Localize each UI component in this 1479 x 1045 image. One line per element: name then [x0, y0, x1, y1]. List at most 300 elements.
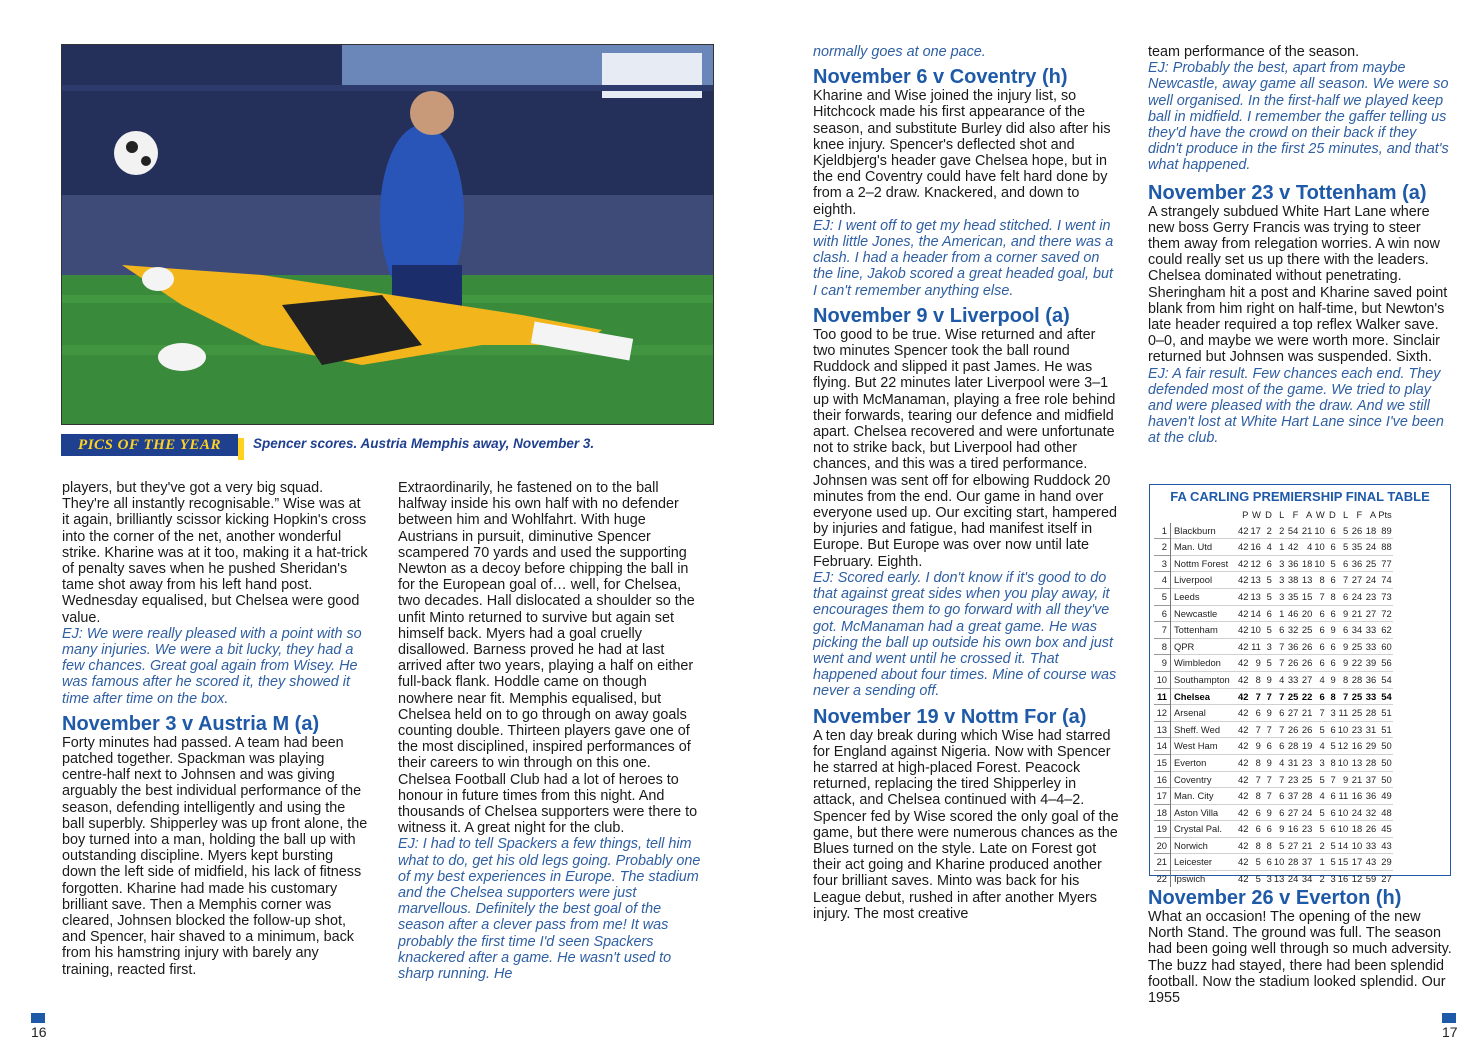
- row-position: 20: [1154, 837, 1171, 854]
- row-value: 42: [1237, 738, 1249, 755]
- table-row: [1154, 754, 1393, 771]
- row-value: 27: [1363, 605, 1377, 622]
- header-pos: [1154, 507, 1171, 523]
- row-value: 6: [1313, 655, 1325, 672]
- row-value: 51: [1377, 705, 1393, 722]
- table-row: [1154, 771, 1393, 788]
- row-value: 74: [1377, 572, 1393, 589]
- row-team: Nottm Forest: [1171, 555, 1238, 572]
- row-value: 36: [1363, 671, 1377, 688]
- row-team: Wimbledon: [1171, 655, 1238, 672]
- header-col-2: D: [1265, 509, 1272, 520]
- row-value: 33: [1363, 837, 1377, 854]
- row-team: Newcastle: [1171, 605, 1238, 622]
- row-value: 7: [1313, 705, 1325, 722]
- row-value: 42: [1237, 638, 1249, 655]
- row-value: 11: [1249, 638, 1261, 655]
- table-row: [1154, 688, 1393, 705]
- row-value: 5: [1249, 854, 1261, 871]
- row-position: 15: [1154, 754, 1171, 771]
- row-value: 1: [1273, 539, 1285, 556]
- row-value: 9: [1273, 821, 1285, 838]
- column-4-continued: [1148, 887, 1454, 1006]
- row-value: 36: [1285, 638, 1299, 655]
- row-value: 3: [1313, 754, 1325, 771]
- row-value: 26: [1363, 821, 1377, 838]
- table-row: [1154, 738, 1393, 755]
- row-value: 26: [1299, 655, 1313, 672]
- row-value: 1: [1273, 605, 1285, 622]
- row-value: 32: [1285, 622, 1299, 639]
- row-value: 10: [1349, 837, 1363, 854]
- row-value: 6: [1262, 555, 1273, 572]
- league-table: [1149, 484, 1451, 885]
- col1-ej-quote-1: EJ: We were really pleased with a point with so many injuries. We were a bit lucky, they had a few chances. Great goal again from Wisey. He was famous after he scored it, they showed it time after time on the box.: [62, 625, 362, 707]
- table-row: [1154, 523, 1393, 539]
- row-value: 13: [1299, 572, 1313, 589]
- row-value: 54: [1287, 524, 1299, 536]
- row-value: 21: [1349, 605, 1363, 622]
- row-value: 48: [1377, 804, 1393, 821]
- row-value: 5: [1262, 655, 1273, 672]
- row-value: 42: [1237, 804, 1249, 821]
- row-value: 16: [1249, 539, 1261, 556]
- row-value: 9: [1249, 655, 1261, 672]
- row-value: 23: [1363, 588, 1377, 605]
- row-value: 42: [1237, 837, 1249, 854]
- row-value: 4: [1313, 738, 1325, 755]
- row-team: Sheff. Wed: [1171, 721, 1238, 738]
- row-value: 11: [1337, 788, 1349, 805]
- row-value: 50: [1377, 738, 1393, 755]
- table-row: [1154, 605, 1393, 622]
- row-value: 27: [1349, 572, 1363, 589]
- row-value: 13: [1249, 572, 1261, 589]
- row-position: 21: [1154, 854, 1171, 871]
- row-value: 42: [1237, 771, 1249, 788]
- row-team: Everton: [1171, 754, 1238, 771]
- row-value: 16: [1337, 871, 1349, 887]
- row-position: 10: [1154, 671, 1171, 688]
- row-value: 10: [1337, 721, 1349, 738]
- row-team: Man. Utd: [1171, 539, 1238, 556]
- header-col-8: L: [1342, 509, 1349, 520]
- row-position: 8: [1154, 638, 1171, 655]
- row-value: 33: [1285, 671, 1299, 688]
- row-position: 18: [1154, 804, 1171, 821]
- row-value: 72: [1377, 605, 1393, 622]
- row-value: 42: [1237, 572, 1249, 589]
- row-value: 43: [1377, 837, 1393, 854]
- col3-paragraph-3: A ten day break during which Wise had starred for England against Nigeria. Now with Spencer he starred at high-placed Forest. Peacock returned, replacing the tired Shipperley in attack, and Chelsea continued with 4–4–2. Spencer fed by Wise scored the only goal of the game, but there were numerous chances as the Blues turned on the style. Late on Forest got their act going and Kharine produced another four brilliant saves. Minto was back for his League debut, rushed in after another Myers injury. The most creative: [813, 727, 1119, 922]
- row-value: 5: [1262, 622, 1273, 639]
- photo-caption: Spencer scores. Austria Memphis away, November 3.: [253, 436, 595, 451]
- header-team: [1171, 507, 1238, 523]
- col2-paragraph-1: Extraordinarily, he fastened on to the ball halfway inside his own half with no defender between him and Wohlfahrt. With huge Austrians in pursuit, diminutive Spencer scampered 70 yards and used the supporting Newton as a decoy before chipping the ball in for the European goal of… well, for Chelsea, two decades. Hall dislocated a shoulder so the unfit Minto returned to survive but again set himself back. Myers had a goal cruelly disallowed. Barness proved he had at last arrived after two years, playing a half on either full-back flank. Hoddle came on though nowhere near fit. Memphis equalised, but Chelsea held on to go through on away goals counting double. Thirteen players gave one of the most disciplined, inspired performances of their careers to win through on this one. Chelsea Football Club had a lot of heroes to honour in future times from this night. And thousands of Chelsea supporters were there to witness it. A great night for the club.: [398, 480, 698, 837]
- row-value: 2: [1313, 837, 1325, 854]
- row-value: 5: [1326, 738, 1337, 755]
- row-value: 9: [1262, 804, 1273, 821]
- row-value: 21: [1299, 705, 1313, 722]
- row-value: 9: [1337, 638, 1349, 655]
- row-value: 42: [1237, 555, 1249, 572]
- row-value: 37: [1299, 854, 1313, 871]
- row-value: 42: [1237, 754, 1249, 771]
- row-value: 6: [1326, 605, 1337, 622]
- row-value: 4: [1273, 754, 1285, 771]
- row-value: 23: [1299, 821, 1313, 838]
- row-value: 6: [1326, 821, 1337, 838]
- row-value: 18: [1349, 821, 1363, 838]
- row-value: 89: [1381, 524, 1392, 536]
- page-number-left: 16: [31, 1024, 47, 1040]
- row-value: 25: [1349, 705, 1363, 722]
- row-value: 8: [1249, 754, 1261, 771]
- row-team: Man. City: [1171, 788, 1238, 805]
- row-value: 10: [1314, 524, 1325, 536]
- column-4: [1148, 44, 1454, 447]
- row-value: 5: [1326, 555, 1337, 572]
- row-value: 31: [1285, 754, 1299, 771]
- row-value: 77: [1377, 555, 1393, 572]
- row-value: 7: [1337, 572, 1349, 589]
- row-value: 3: [1326, 871, 1337, 887]
- row-value: 13: [1249, 588, 1261, 605]
- row-value: 10: [1313, 539, 1325, 556]
- table-row: [1154, 671, 1393, 688]
- row-value: 6: [1273, 705, 1285, 722]
- table-row: [1154, 821, 1393, 838]
- row-value: 6: [1313, 622, 1325, 639]
- table-row: [1154, 622, 1393, 639]
- row-value: 5: [1337, 539, 1349, 556]
- row-value: 42: [1237, 539, 1249, 556]
- row-value: 14: [1337, 837, 1349, 854]
- row-value: 60: [1377, 638, 1393, 655]
- row-value: 3: [1262, 638, 1273, 655]
- row-value: 12: [1349, 871, 1363, 887]
- row-value: 21: [1301, 524, 1313, 536]
- col2-ej-quote-1: EJ: I had to tell Spackers a few things, tell him what to do, get his old legs going. Probably one of my best experiences in Europe. The stadium and the Chelsea supporters were just marvellous. Definitely the best goal of the season after a clever pass from me! It was probably the first time I'd seen Spackers knackered after a game. He wasn't used to sharp running. He: [398, 836, 701, 983]
- page-number-right: 17: [1442, 1024, 1458, 1040]
- row-value: 8: [1249, 837, 1261, 854]
- row-value: 3: [1262, 871, 1273, 887]
- row-team: Liverpool: [1171, 572, 1238, 589]
- row-value: 4: [1299, 539, 1313, 556]
- row-value: 17: [1250, 524, 1261, 536]
- row-team: Southampton: [1171, 671, 1238, 688]
- row-value: 29: [1377, 854, 1393, 871]
- row-value: 23: [1299, 754, 1313, 771]
- row-value: 42: [1237, 622, 1249, 639]
- row-position: 6: [1154, 605, 1171, 622]
- row-team: Aston Villa: [1171, 804, 1238, 821]
- row-value: 7: [1249, 688, 1261, 705]
- row-position: 16: [1154, 771, 1171, 788]
- row-value: 25: [1363, 555, 1377, 572]
- row-value: 9: [1337, 605, 1349, 622]
- row-value: 6: [1337, 622, 1349, 639]
- row-position: 1: [1154, 523, 1171, 539]
- row-team: Norwich: [1171, 837, 1238, 854]
- row-position: 22: [1154, 871, 1171, 887]
- row-value: 42: [1237, 854, 1249, 871]
- row-value: 26: [1299, 721, 1313, 738]
- header-col-10: A: [1369, 509, 1377, 520]
- row-value: 7: [1249, 721, 1261, 738]
- row-value: 9: [1337, 655, 1349, 672]
- heading-nov-3-austria: November 3 v Austria M (a): [62, 712, 320, 735]
- row-value: 1: [1313, 854, 1325, 871]
- col4-ej-quote-0: EJ: Probably the best, apart from maybe Newcastle, away game all season. We were so well organised. In the first-half we played keep ball in midfield. I remember the gaffer telling us they'd have the crowd on their back if they didn't produce in the first 25 minutes, and that's what happened.: [1148, 60, 1449, 174]
- row-value: 6: [1249, 705, 1261, 722]
- row-value: 5: [1342, 524, 1349, 536]
- table-row: [1154, 655, 1393, 672]
- row-team: Arsenal: [1171, 705, 1238, 722]
- row-position: 14: [1154, 738, 1171, 755]
- row-value: 7: [1326, 771, 1337, 788]
- row-value: 6: [1262, 821, 1273, 838]
- row-value: 42: [1237, 671, 1249, 688]
- row-value: 10: [1337, 821, 1349, 838]
- row-value: 6: [1249, 821, 1261, 838]
- col1-paragraph-2: Forty minutes had passed. A team had been patched together. Spackman was playing centre-half next to Johnsen and was giving arguably the best individual performance of the season, defending intelligently and using the ball superbly. Shipperley was up front alone, the boy turned into a man, holding the ball up with outstanding discipline. Myers kept bursting down the left side of midfield, his lack of fitness forgotten. Kharine had made his customary brilliant save. Then a Memphis corner was cleared, Johnsen blocked the follow-up shot, and Spencer, hair shaved to a minimum, back from his hamstring injury with barely any training, reacted first.: [62, 734, 368, 978]
- row-team: Coventry: [1171, 771, 1238, 788]
- row-value: 24: [1349, 804, 1363, 821]
- row-value: 7: [1337, 688, 1349, 705]
- row-value: 6: [1330, 524, 1336, 536]
- match-photo: [61, 44, 714, 425]
- row-value: 6: [1249, 804, 1261, 821]
- row-value: 13: [1349, 754, 1363, 771]
- row-value: 25: [1299, 771, 1313, 788]
- table-row: [1154, 555, 1393, 572]
- row-value: 42: [1237, 605, 1249, 622]
- row-value: 62: [1377, 622, 1393, 639]
- row-value: 26: [1299, 638, 1313, 655]
- row-value: 31: [1363, 721, 1377, 738]
- row-value: 27: [1377, 871, 1393, 887]
- row-value: 5: [1313, 804, 1325, 821]
- row-team: QPR: [1171, 638, 1238, 655]
- row-value: 9: [1262, 754, 1273, 771]
- row-value: 36: [1363, 788, 1377, 805]
- row-value: 7: [1273, 638, 1285, 655]
- row-value: 7: [1262, 771, 1273, 788]
- row-value: 9: [1326, 622, 1337, 639]
- row-value: 19: [1299, 738, 1313, 755]
- row-value: 25: [1285, 688, 1299, 705]
- row-value: 13: [1273, 871, 1285, 887]
- row-value: 6: [1337, 588, 1349, 605]
- row-value: 8: [1249, 788, 1261, 805]
- row-value: 14: [1249, 605, 1261, 622]
- row-value: 50: [1377, 771, 1393, 788]
- row-position: 17: [1154, 788, 1171, 805]
- row-value: 36: [1349, 555, 1363, 572]
- row-value: 6: [1273, 738, 1285, 755]
- table-row: [1154, 871, 1393, 887]
- row-value: 3: [1273, 588, 1285, 605]
- row-value: 54: [1377, 688, 1393, 705]
- col4-paragraph-0: team performance of the season.: [1148, 44, 1360, 60]
- header-col-1: W: [1252, 509, 1261, 520]
- row-value: 6: [1262, 605, 1273, 622]
- row-value: 11: [1337, 705, 1349, 722]
- row-value: 6: [1326, 539, 1337, 556]
- row-value: 37: [1285, 788, 1299, 805]
- row-value: 33: [1363, 622, 1377, 639]
- row-value: 42: [1238, 524, 1249, 536]
- row-value: 33: [1363, 688, 1377, 705]
- table-row: [1154, 638, 1393, 655]
- row-value: 16: [1285, 821, 1299, 838]
- table-row: [1154, 837, 1393, 854]
- row-value: 28: [1349, 671, 1363, 688]
- row-value: 6: [1337, 555, 1349, 572]
- col4-paragraph-2: What an occasion! The opening of the new North Stand. The ground was full. The season had been going well through so much adversity. The buzz had stayed, there had been splendid football. Now the stadium looked splendid. Our 1955: [1148, 909, 1452, 1007]
- row-value: 5: [1262, 588, 1273, 605]
- row-value: 28: [1285, 854, 1299, 871]
- row-value: 73: [1377, 588, 1393, 605]
- row-value: 7: [1273, 655, 1285, 672]
- row-value: 42: [1237, 588, 1249, 605]
- row-value: 56: [1377, 655, 1393, 672]
- row-value: 27: [1285, 837, 1299, 854]
- row-value: 42: [1237, 705, 1249, 722]
- row-value: 4: [1262, 539, 1273, 556]
- row-value: 3: [1273, 555, 1285, 572]
- row-value: 43: [1363, 854, 1377, 871]
- row-value: 6: [1313, 638, 1325, 655]
- col1-paragraph-1: players, but they've got a very big squad. They're all instantly recognisable.” Wise was at it again, brilliantly scissor kicking Hopkin's cross into the corner of the net, another wonderful strike. Kharine was at it too, making it a hat-trick of penalty saves when he pushed Sheridan's tame shot away from his left hand post. Wednesday equalised, but Chelsea were good value.: [62, 480, 368, 626]
- row-value: 42: [1237, 871, 1249, 887]
- row-value: 7: [1262, 688, 1273, 705]
- row-value: 42: [1285, 539, 1299, 556]
- row-value: 38: [1285, 572, 1299, 589]
- column-2: [398, 480, 704, 982]
- row-value: 8: [1249, 671, 1261, 688]
- row-value: 6: [1262, 854, 1273, 871]
- row-value: 15: [1337, 854, 1349, 871]
- row-position: 19: [1154, 821, 1171, 838]
- row-team: Crystal Pal.: [1171, 821, 1238, 838]
- row-value: 4: [1313, 788, 1325, 805]
- row-value: 23: [1285, 771, 1299, 788]
- row-value: 21: [1299, 837, 1313, 854]
- row-position: 2: [1154, 539, 1171, 556]
- row-value: 15: [1299, 588, 1313, 605]
- row-value: 9: [1326, 671, 1337, 688]
- row-value: 28: [1299, 788, 1313, 805]
- row-value: 25: [1349, 688, 1363, 705]
- heading-nov-9-liverpool: November 9 v Liverpool (a): [813, 304, 1070, 327]
- header-col-7: D: [1328, 509, 1336, 520]
- row-position: 12: [1154, 705, 1171, 722]
- table-row: [1154, 788, 1393, 805]
- row-value: 24: [1285, 871, 1299, 887]
- row-value: 25: [1349, 638, 1363, 655]
- row-value: 24: [1363, 539, 1377, 556]
- table-row: [1154, 588, 1393, 605]
- column-3: [813, 44, 1119, 922]
- page-marker-left: [31, 1013, 45, 1023]
- row-value: 7: [1262, 788, 1273, 805]
- header-col-4: F: [1292, 509, 1299, 520]
- row-value: 9: [1249, 738, 1261, 755]
- row-value: 35: [1349, 539, 1363, 556]
- column-1: [62, 480, 368, 978]
- row-value: 22: [1299, 688, 1313, 705]
- row-value: 6: [1273, 622, 1285, 639]
- row-value: 26: [1351, 524, 1363, 536]
- row-team: Ipswich: [1171, 871, 1238, 887]
- header-col-0: P: [1242, 509, 1249, 520]
- row-value: 28: [1285, 738, 1299, 755]
- heading-nov-19-nottm-for: November 19 v Nottm For (a): [813, 705, 1087, 728]
- row-position: 11: [1154, 688, 1171, 705]
- row-value: 8: [1326, 588, 1337, 605]
- row-value: 6: [1262, 738, 1273, 755]
- row-value: 42: [1237, 821, 1249, 838]
- row-value: 25: [1299, 622, 1313, 639]
- row-value: 5: [1326, 854, 1337, 871]
- row-value: 27: [1299, 671, 1313, 688]
- row-value: 10: [1313, 555, 1325, 572]
- row-value: 6: [1326, 655, 1337, 672]
- header-col-11: Pts: [1378, 509, 1392, 520]
- row-value: 6: [1326, 638, 1337, 655]
- league-table-header-row: [1154, 507, 1393, 523]
- row-value: 10: [1337, 754, 1349, 771]
- header-col-3: L: [1279, 509, 1285, 520]
- row-team: Tottenham: [1171, 622, 1238, 639]
- page-marker-right: [1442, 1013, 1456, 1023]
- row-value: 18: [1365, 524, 1377, 536]
- row-value: 6: [1313, 605, 1325, 622]
- row-value: 32: [1363, 804, 1377, 821]
- row-value: 3: [1326, 705, 1337, 722]
- row-value: 5: [1313, 821, 1325, 838]
- row-value: 4: [1313, 671, 1325, 688]
- row-value: 6: [1326, 721, 1337, 738]
- row-value: 42: [1237, 688, 1249, 705]
- row-value: 20: [1299, 605, 1313, 622]
- row-value: 12: [1249, 555, 1261, 572]
- row-value: 4: [1273, 671, 1285, 688]
- row-value: 6: [1273, 788, 1285, 805]
- row-team: Chelsea: [1171, 688, 1238, 705]
- header-col-5: A: [1306, 509, 1313, 520]
- row-value: 9: [1337, 771, 1349, 788]
- row-position: 7: [1154, 622, 1171, 639]
- row-team: Leeds: [1171, 588, 1238, 605]
- row-value: 9: [1262, 671, 1273, 688]
- row-value: 5: [1249, 871, 1261, 887]
- row-value: 27: [1285, 705, 1299, 722]
- row-position: 4: [1154, 572, 1171, 589]
- col3-ej-quote-0: normally goes at one pace.: [813, 44, 986, 60]
- table-row: [1154, 804, 1393, 821]
- row-value: 23: [1349, 721, 1363, 738]
- row-value: 28: [1363, 705, 1377, 722]
- row-value: 6: [1313, 688, 1325, 705]
- row-value: 39: [1363, 655, 1377, 672]
- row-value: 6: [1273, 804, 1285, 821]
- table-row: [1154, 705, 1393, 722]
- row-value: 34: [1299, 871, 1313, 887]
- row-value: 2: [1266, 524, 1272, 536]
